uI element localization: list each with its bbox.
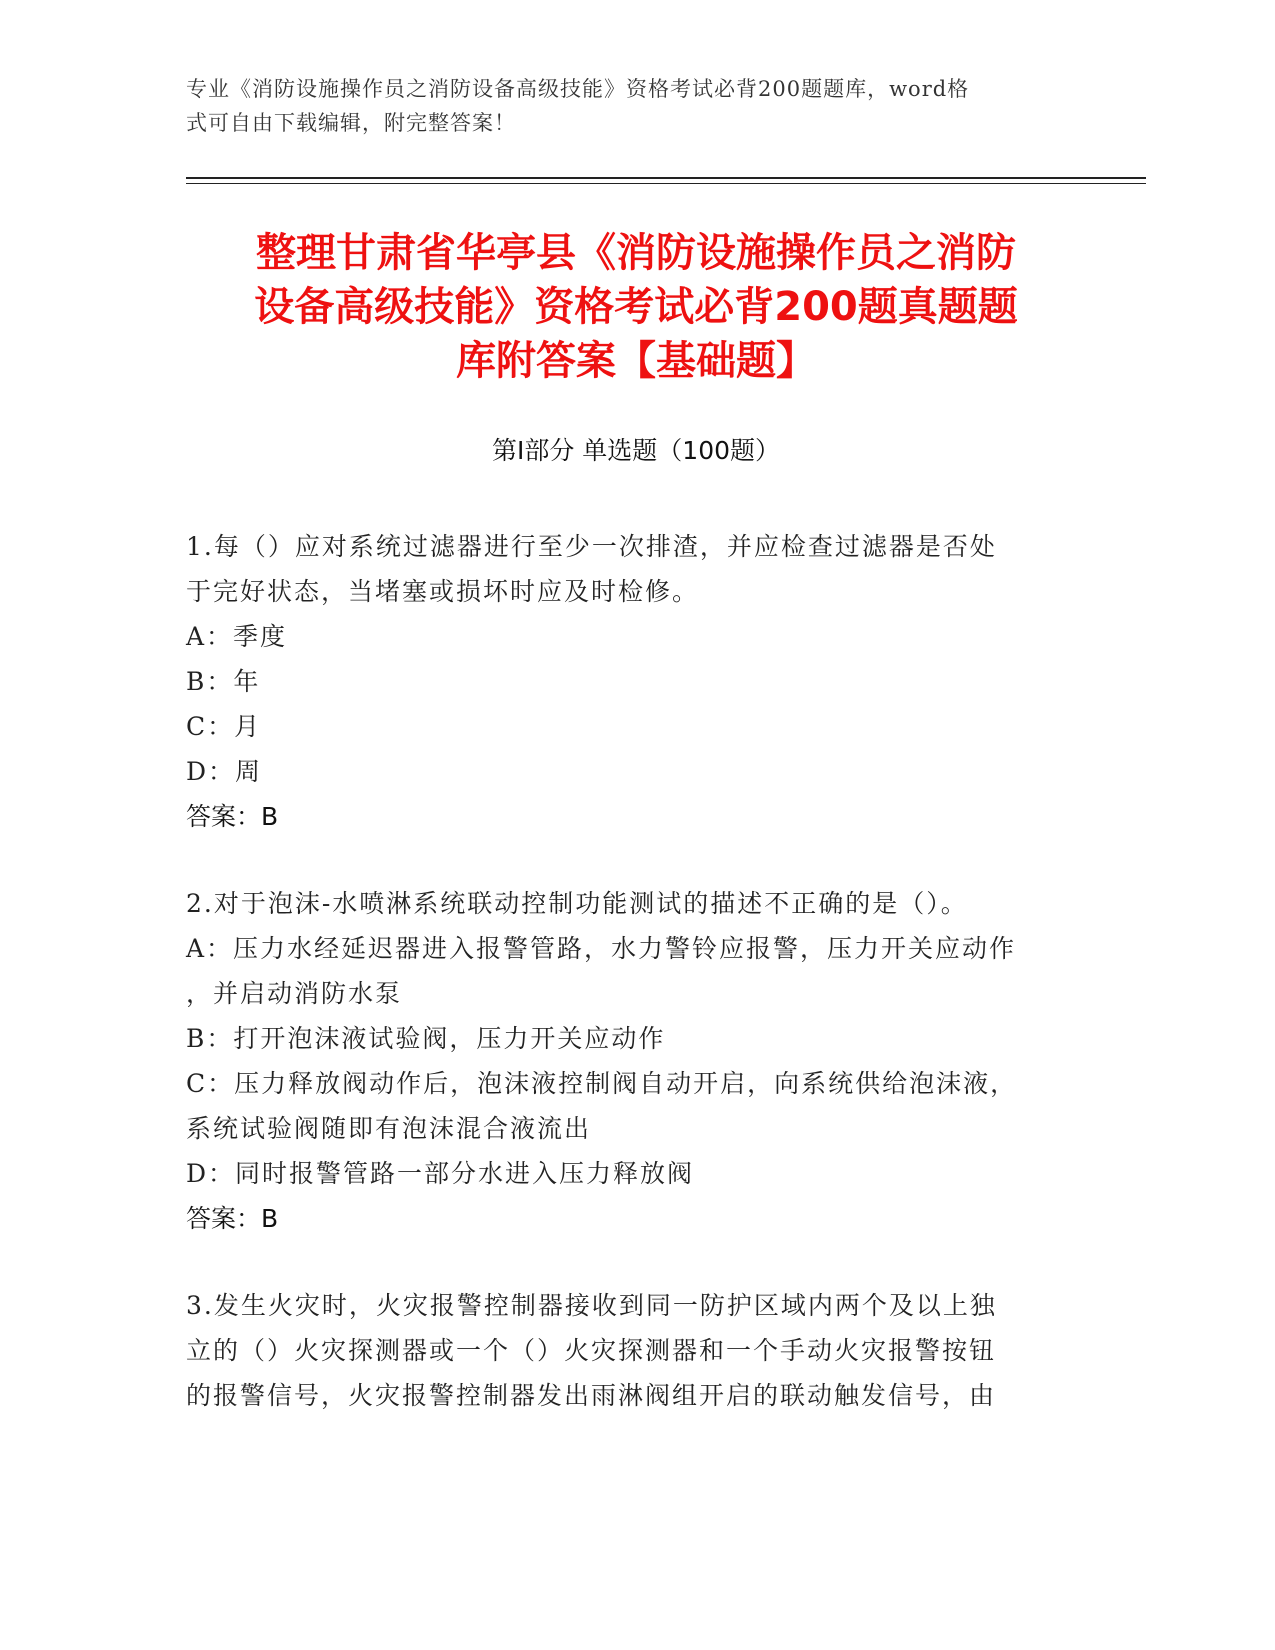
question-list xyxy=(186,524,1066,1460)
question-item xyxy=(186,524,1066,839)
question-item xyxy=(186,881,1066,1241)
section-heading: 第I部分 单选题（100题） xyxy=(491,436,781,465)
header-divider-thin xyxy=(186,183,1146,184)
answer-option-line: B：年 xyxy=(186,667,261,696)
question-stem-line: 于完好状态，当堵塞或损坏时应及时检修。 xyxy=(186,577,700,606)
answer-key: 答案：B xyxy=(186,1204,279,1233)
header-note-line: 专业《消防设施操作员之消防设备高级技能》资格考试必背200题题库，word格 xyxy=(186,77,970,101)
answer-option-line: 系统试验阀随即有泡沫混合液流出 xyxy=(186,1114,592,1143)
header-note xyxy=(186,72,1086,140)
answer-option-line: A：压力水经延迟器进入报警管路，水力警铃应报警，压力开关应动作 xyxy=(186,934,1017,963)
question-stem-line: 1.每（）应对系统过滤器进行至少一次排渣，并应检查过滤器是否处 xyxy=(186,532,997,561)
answer-key: 答案：B xyxy=(186,802,279,831)
answer-option-line: C：压力释放阀动作后，泡沫液控制阀自动开启，向系统供给泡沫液， xyxy=(186,1069,1018,1098)
answer-option-line: ，并启动消防水泵 xyxy=(186,979,403,1008)
question-stem-line: 3.发生火灾时，火灾报警控制器接收到同一防护区域内两个及以上独 xyxy=(186,1291,997,1320)
document-title-line: 整理甘肃省华亭县《消防设施操作员之消防 xyxy=(256,230,1016,276)
answer-option-line: D：周 xyxy=(186,757,263,786)
question-item xyxy=(186,1283,1066,1418)
answer-option-line: B：打开泡沫液试验阀，压力开关应动作 xyxy=(186,1024,666,1053)
document-title-line: 库附答案【基础题】 xyxy=(456,338,816,384)
document-title-line: 设备高级技能》资格考试必背200题真题题 xyxy=(254,284,1018,330)
answer-option-line: D：同时报警管路一部分水进入压力释放阀 xyxy=(186,1159,695,1188)
answer-option-line: A：季度 xyxy=(186,622,288,651)
answer-option-line: C：月 xyxy=(186,712,262,741)
document-title xyxy=(186,226,1086,388)
header-divider-thick xyxy=(186,177,1146,179)
question-stem-line: 2.对于泡沫-水喷淋系统联动控制功能测试的描述不正确的是（）。 xyxy=(186,889,968,918)
header-note-line: 式可自由下载编辑，附完整答案！ xyxy=(186,111,516,135)
question-stem-line: 的报警信号，火灾报警控制器发出雨淋阀组开启的联动触发信号，由 xyxy=(186,1381,997,1410)
question-stem-line: 立的（）火灾探测器或一个（）火灾探测器和一个手动火灾报警按钮 xyxy=(186,1336,997,1365)
